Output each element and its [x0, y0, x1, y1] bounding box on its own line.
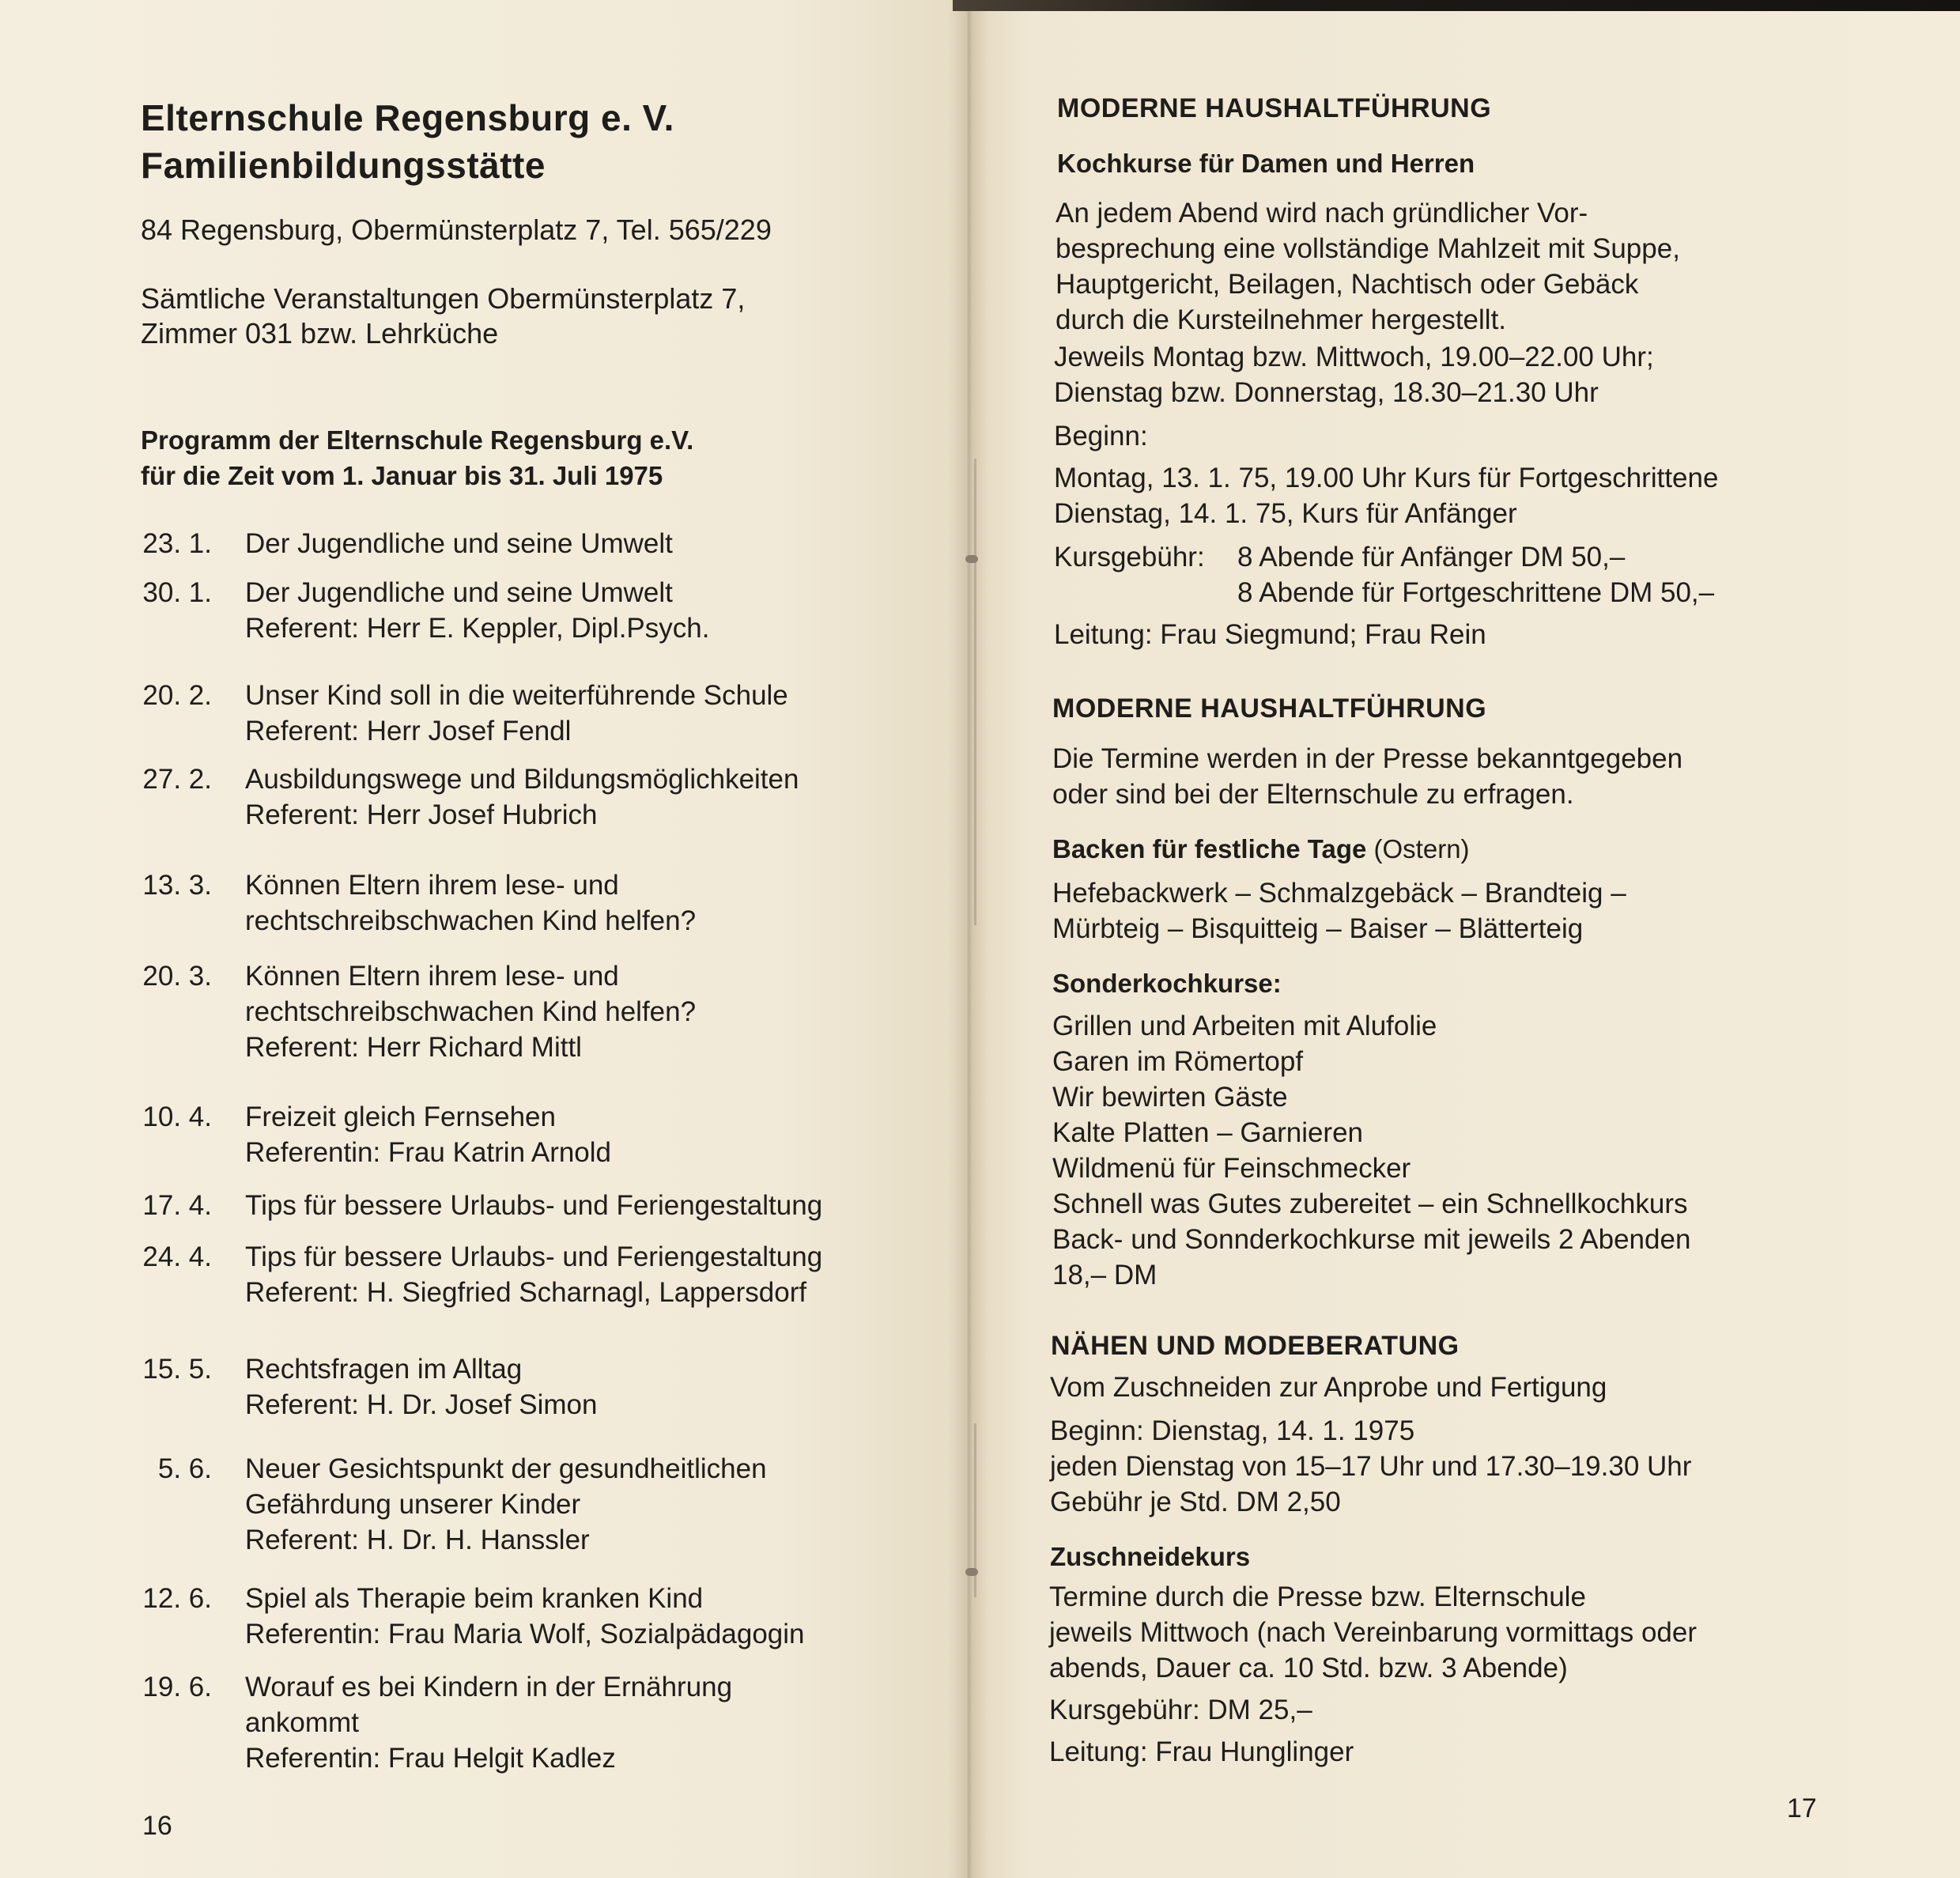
- beginn-label: Beginn:: [1054, 421, 1148, 452]
- entry-title: Freizeit gleich Fernsehen: [245, 1101, 556, 1132]
- zuschneide-heading: Zuschneidekurs: [1050, 1542, 1251, 1571]
- entry-title: Tips für bessere Urlaubs- und Feriengestaltung: [245, 1241, 823, 1272]
- venue-line-1: Sämtliche Veranstaltungen Obermünsterplatz 7,: [141, 282, 746, 315]
- leitung-line: Leitung: Frau Hunglinger: [1049, 1736, 1354, 1767]
- entry-date: 20. 2.: [142, 680, 212, 711]
- entry-detail: Referentin: Frau Helgit Kadlez: [245, 1743, 616, 1774]
- org-name: Elternschule Regensburg e. V.: [141, 97, 674, 138]
- entry-detail: ankommt: [245, 1707, 359, 1738]
- sewing-detail-line: jeden Dienstag von 15–17 Uhr und 17.30–19.30 Uhr: [1050, 1451, 1692, 1482]
- entry-date: 13. 3.: [142, 870, 212, 901]
- fee-label: Kursgebühr:: [1054, 542, 1205, 572]
- entry-date: 24. 4.: [142, 1241, 212, 1272]
- fee-line: 8 Abende für Anfänger DM 50,–: [1237, 542, 1626, 572]
- sonder-line: Wir bewirten Gäste: [1052, 1082, 1288, 1113]
- schedule-line: Jeweils Montag bzw. Mittwoch, 19.00–22.00 Uhr;: [1054, 342, 1654, 372]
- entry-title: Tips für bessere Urlaubs- und Feriengestaltung: [245, 1190, 823, 1221]
- sewing-detail-line: Gebühr je Std. DM 2,50: [1050, 1487, 1341, 1517]
- program-heading-1: Programm der Elternschule Regensburg e.V.: [141, 425, 694, 455]
- entry-date: 10. 4.: [142, 1101, 212, 1132]
- entry-detail: Referent: Herr E. Keppler, Dipl.Psych.: [245, 613, 710, 644]
- sonder-line: Garen im Römertopf: [1052, 1046, 1304, 1077]
- page-number-left: 16: [142, 1811, 172, 1841]
- leitung-line: Leitung: Frau Siegmund; Frau Rein: [1054, 619, 1486, 650]
- book-gutter: [949, 0, 988, 1878]
- entry-detail: rechtschreibschwachen Kind helfen?: [245, 996, 697, 1027]
- entry-title: Der Jugendliche und seine Umwelt: [245, 528, 673, 559]
- fee-line: 8 Abende für Fortgeschrittene DM 50,–: [1237, 577, 1715, 608]
- zuschneide-line: Termine durch die Presse bzw. Elternschule: [1049, 1581, 1586, 1612]
- entry-detail: Referent: Herr Josef Fendl: [245, 716, 572, 746]
- description-line: Hauptgericht, Beilagen, Nachtisch oder Gebäck: [1056, 269, 1639, 300]
- sonder-line: 18,– DM: [1052, 1260, 1157, 1290]
- sonder-heading: Sonderkochkurse:: [1052, 969, 1282, 998]
- description-line: besprechung eine vollständige Mahlzeit mit Suppe,: [1056, 233, 1680, 264]
- entry-date: 12. 6.: [142, 1583, 212, 1614]
- backen-heading-suffix: (Ostern): [1366, 834, 1470, 863]
- entry-date: 5. 6.: [157, 1453, 212, 1484]
- backen-line: Mürbteig – Bisquitteig – Baiser – Blätterteig: [1052, 913, 1584, 944]
- entry-date: 15. 5.: [142, 1354, 212, 1385]
- description-line: An jedem Abend wird nach gründlicher Vor-: [1056, 198, 1588, 229]
- entry-date: 19. 6.: [142, 1672, 212, 1702]
- section-heading: NÄHEN UND MODEBERATUNG: [1051, 1331, 1460, 1361]
- schedule-line: Dienstag bzw. Donnerstag, 18.30–21.30 Uhr: [1054, 377, 1599, 408]
- binding-stitch: [974, 459, 976, 925]
- entry-detail: Referent: Herr Josef Hubrich: [245, 799, 598, 830]
- fee-line: Kursgebühr: DM 25,–: [1049, 1695, 1312, 1725]
- zuschneide-line: jeweils Mittwoch (nach Vereinbarung vormittags oder: [1049, 1617, 1697, 1648]
- binding-knot: [965, 1568, 978, 1576]
- entry-detail: Referent: H. Dr. Josef Simon: [245, 1389, 598, 1420]
- binding-knot: [965, 555, 978, 563]
- sewing-detail-line: Beginn: Dienstag, 14. 1. 1975: [1050, 1415, 1415, 1446]
- entry-title: Ausbildungswege und Bildungsmöglichkeiten: [245, 764, 799, 795]
- sonder-line: Schnell was Gutes zubereitet – ein Schnellkochkurs: [1052, 1188, 1688, 1219]
- entry-title: Können Eltern ihrem lese- und: [245, 870, 619, 901]
- entry-detail: Gefährdung unserer Kinder: [245, 1489, 581, 1520]
- entry-title: Unser Kind soll in die weiterführende Schule: [245, 680, 788, 711]
- entry-detail: Referentin: Frau Maria Wolf, Sozialpädagogin: [245, 1619, 805, 1649]
- entry-detail: Referentin: Frau Katrin Arnold: [245, 1137, 612, 1168]
- backen-heading: Backen für festliche Tage (Ostern): [1052, 834, 1470, 863]
- left-page: [0, 0, 969, 1878]
- entry-title: Worauf es bei Kindern in der Ernährung: [245, 1672, 733, 1702]
- sonder-line: Back- und Sonnderkochkurse mit jeweils 2 Abenden: [1052, 1224, 1691, 1255]
- section-heading: MODERNE HAUSHALTFÜHRUNG: [1052, 693, 1487, 724]
- right-page: [969, 0, 1960, 1878]
- page-number-right: 17: [1787, 1793, 1817, 1823]
- section-heading: MODERNE HAUSHALTFÜHRUNG: [1057, 93, 1492, 123]
- entry-title: Spiel als Therapie beim kranken Kind: [245, 1583, 704, 1614]
- entry-detail: Referent: H. Siegfried Scharnagl, Lappersdorf: [245, 1277, 807, 1308]
- entry-detail: Referent: Herr Richard Mittl: [245, 1032, 582, 1063]
- beginn-line: Montag, 13. 1. 75, 19.00 Uhr Kurs für Fortgeschrittene: [1054, 463, 1719, 493]
- venue-line-2: Zimmer 031 bzw. Lehrküche: [141, 317, 499, 350]
- description-line: Die Termine werden in der Presse bekanntgegeben: [1052, 743, 1683, 774]
- entry-date: 27. 2.: [142, 764, 212, 795]
- entry-date: 20. 3.: [142, 961, 212, 992]
- description-line: durch die Kursteilnehmer hergestellt.: [1056, 304, 1507, 335]
- entry-date: 17. 4.: [142, 1190, 212, 1221]
- sonder-line: Grillen und Arbeiten mit Alufolie: [1052, 1011, 1437, 1041]
- entry-date: 30. 1.: [142, 577, 212, 608]
- section-subheading: Kochkurse für Damen und Herren: [1057, 149, 1475, 178]
- entry-date: 23. 1.: [142, 528, 212, 559]
- entry-title: Rechtsfragen im Alltag: [245, 1354, 523, 1385]
- program-heading-2: für die Zeit vom 1. Januar bis 31. Juli 1975: [141, 461, 663, 490]
- entry-detail: Referent: H. Dr. H. Hanssler: [245, 1525, 590, 1555]
- page-edge-shadow: [953, 0, 1960, 11]
- entry-detail: rechtschreibschwachen Kind helfen?: [245, 905, 697, 936]
- org-subtitle: Familienbildungsstätte: [141, 145, 546, 186]
- description-line: oder sind bei der Elternschule zu erfragen.: [1052, 779, 1574, 810]
- backen-line: Hefebackwerk – Schmalzgebäck – Brandteig –: [1052, 878, 1626, 909]
- entry-title: Der Jugendliche und seine Umwelt: [245, 577, 673, 608]
- entry-title: Neuer Gesichtspunkt der gesundheitlichen: [245, 1453, 767, 1484]
- address: 84 Regensburg, Obermünsterplatz 7, Tel. 565/229: [141, 213, 772, 246]
- entry-title: Können Eltern ihrem lese- und: [245, 961, 619, 992]
- zuschneide-line: abends, Dauer ca. 10 Std. bzw. 3 Abende): [1049, 1653, 1568, 1683]
- sonder-line: Kalte Platten – Garnieren: [1052, 1117, 1364, 1148]
- sewing-line: Vom Zuschneiden zur Anprobe und Fertigung: [1050, 1372, 1607, 1403]
- sonder-line: Wildmenü für Feinschmecker: [1052, 1153, 1411, 1184]
- beginn-line: Dienstag, 14. 1. 75, Kurs für Anfänger: [1054, 498, 1517, 529]
